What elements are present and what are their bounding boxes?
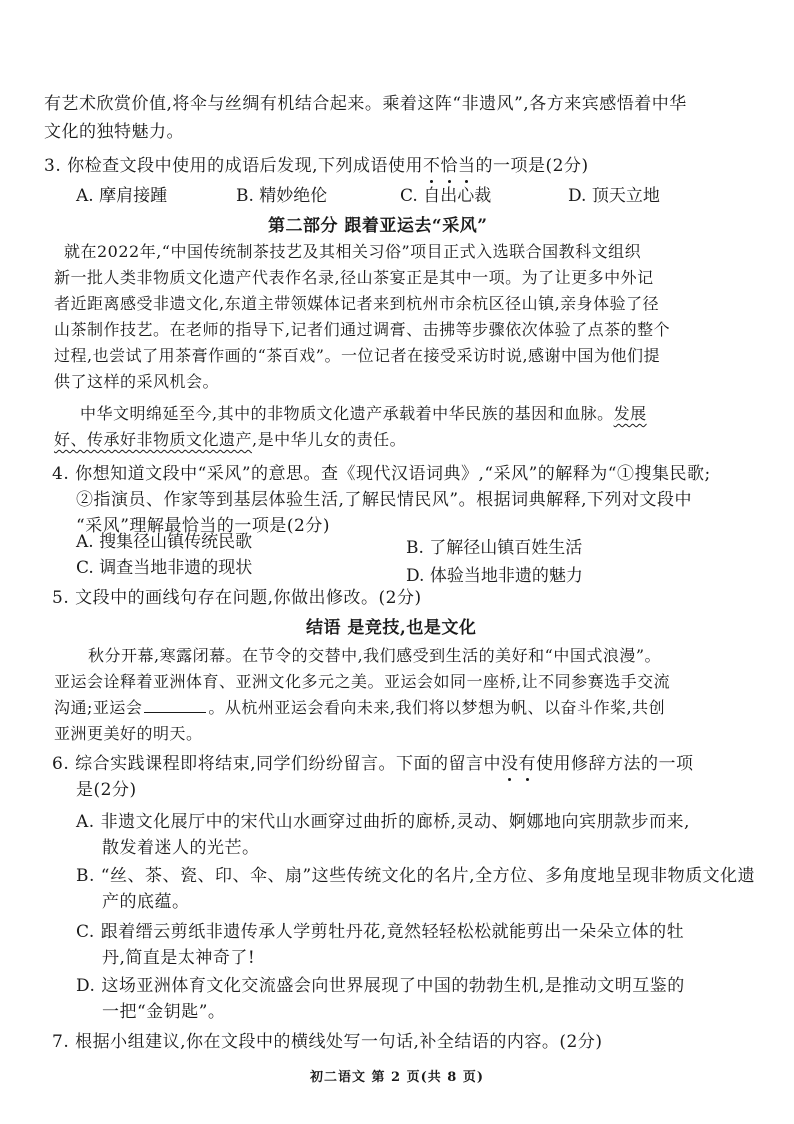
q6-option-b-line-2: 产的底蕴。 xyxy=(102,892,190,912)
part2-p1-line-6: 供了这样的采风机会。 xyxy=(54,372,220,391)
part2-p1-line-2: 新一批人类非物质文化遗产代表作名录,径山茶宴正是其中一项。为了让更多中外记 xyxy=(54,268,654,287)
part2-p2-line-1: 中华文明绵延至今,其中的非物质文化遗产承载着中华民族的基因和血脉。发展 xyxy=(80,404,647,423)
q6-option-c-line-1: C. 跟着缙云剪纸非遗传承人学剪牡丹花,竟然轻轻松松就能剪出一朵朵立体的牡 xyxy=(76,922,685,942)
part2-title: 第二部分 跟着亚运去“采风” xyxy=(268,216,488,236)
q4-option-c: C. 调查当地非遗的现状 xyxy=(76,558,253,578)
q4-option-b: B. 了解径山镇百姓生活 xyxy=(406,538,583,558)
conclusion-line-2: 亚运会诠释着亚洲体育、亚洲文化多元之美。亚运会如同一座桥,让不同参赛选手交流 xyxy=(54,672,671,691)
q3-option-c: C. 自出心裁 xyxy=(400,186,492,206)
q6-stem-line-1: 6. 综合实践课程即将结束,同学们纷纷留言。下面的留言中没有使用修辞方法的一项 xyxy=(52,754,694,774)
q3-stem: 3. 你检查文段中使用的成语后发现,下列成语使用不恰当的一项是(2分) xyxy=(44,156,589,176)
q7-stem: 7. 根据小组建议,你在文段中的横线处写一句话,补全结语的内容。(2分) xyxy=(52,1032,603,1052)
q4-stem-line-2: ②指演员、作家等到基层体验生活,了解民情民风”。根据词典解释,下列对文段中 xyxy=(76,490,692,510)
conclusion-line-3: 沟通;亚运会 。从杭州亚运会看向未来,我们将以梦想为帆、以奋斗作桨,共创 xyxy=(54,698,666,717)
conclusion-line-4: 亚洲更美好的明天。 xyxy=(54,724,203,743)
q4-stem-line-3: “采风”理解最恰当的一项是(2分) xyxy=(76,516,330,536)
q6-option-b-line-1: B. “丝、茶、瓷、印、伞、扇”这些传统文化的名片,全方位、多角度地呈现非物质文化遗 xyxy=(76,866,756,886)
part2-p1-line-1: 就在2022年,“中国传统制茶技艺及其相关习俗”项目正式入选联合国教科文组织 xyxy=(64,242,642,261)
q4-option-d: D. 体验当地非遗的魅力 xyxy=(406,566,583,586)
part2-p1-line-5: 过程,也尝试了用茶膏作画的“茶百戏”。一位记者在接受采访时说,感谢中国为他们提 xyxy=(54,346,661,365)
part2-p2-line-2: 好、传承好非物质文化遗产,是中华儿女的责任。 xyxy=(54,430,407,449)
q6-option-d-line-1: D. 这场亚洲体育文化交流盛会向世界展现了中国的勃勃生机,是推动文明互鉴的 xyxy=(76,976,685,996)
q6-option-c-line-2: 丹,简直是太神奇了! xyxy=(102,948,256,968)
q6-option-a-line-1: A. 非遗文化展厅中的宋代山水画穿过曲折的廊桥,灵动、婀娜地向宾朋款步而来, xyxy=(76,812,690,832)
q4-stem-line-1: 4. 你想知道文段中“采风”的意思。查《现代汉语词典》,“采风”的解释为“①搜集民歌; xyxy=(52,464,711,484)
q5-stem: 5. 文段中的画线句存在问题,你做出修改。(2分) xyxy=(52,588,422,608)
page-footer: 初二语文 第 2 页(共 8 页) xyxy=(309,1070,485,1085)
conclusion-title: 结语 是竞技,也是文化 xyxy=(306,618,477,638)
q3-option-a: A. 摩肩接踵 xyxy=(76,186,168,206)
part2-p1-line-4: 山茶制作技艺。在老师的指导下,记者们通过调膏、击拂等步骤依次体验了点茶的整个 xyxy=(54,320,671,339)
q3-option-b: B. 精妙绝伦 xyxy=(236,186,328,206)
intro-line-2: 文化的独特魅力。 xyxy=(44,122,184,142)
underlined-sentence-part-1: 发展 xyxy=(613,404,647,423)
q6-option-a-line-2: 散发着迷人的光芒。 xyxy=(102,838,260,858)
conclusion-line-1: 秋分开幕,寒露闭幕。在节令的交替中,我们感受到生活的美好和“中国式浪漫”。 xyxy=(88,646,662,665)
underlined-sentence-part-2: 好、传承好非物质文化遗产 xyxy=(54,430,253,449)
intro-line-1: 有艺术欣赏价值,将伞与丝绸有机结合起来。乘着这阵“非遗风”,各方来宾感悟着中华 xyxy=(44,94,687,114)
q6-option-d-line-2: 一把“金钥匙”。 xyxy=(102,1002,226,1022)
q6-stem-line-2: 是(2分) xyxy=(76,780,137,800)
q3-option-d: D. 顶天立地 xyxy=(568,186,660,206)
part2-p1-line-3: 者近距离感受非遗文化,东道主带领媒体记者来到杭州市余杭区径山镇,亲身体验了径 xyxy=(54,294,660,313)
answer-blank-line xyxy=(144,696,206,713)
q4-option-a: A. 搜集径山镇传统民歌 xyxy=(76,532,253,552)
